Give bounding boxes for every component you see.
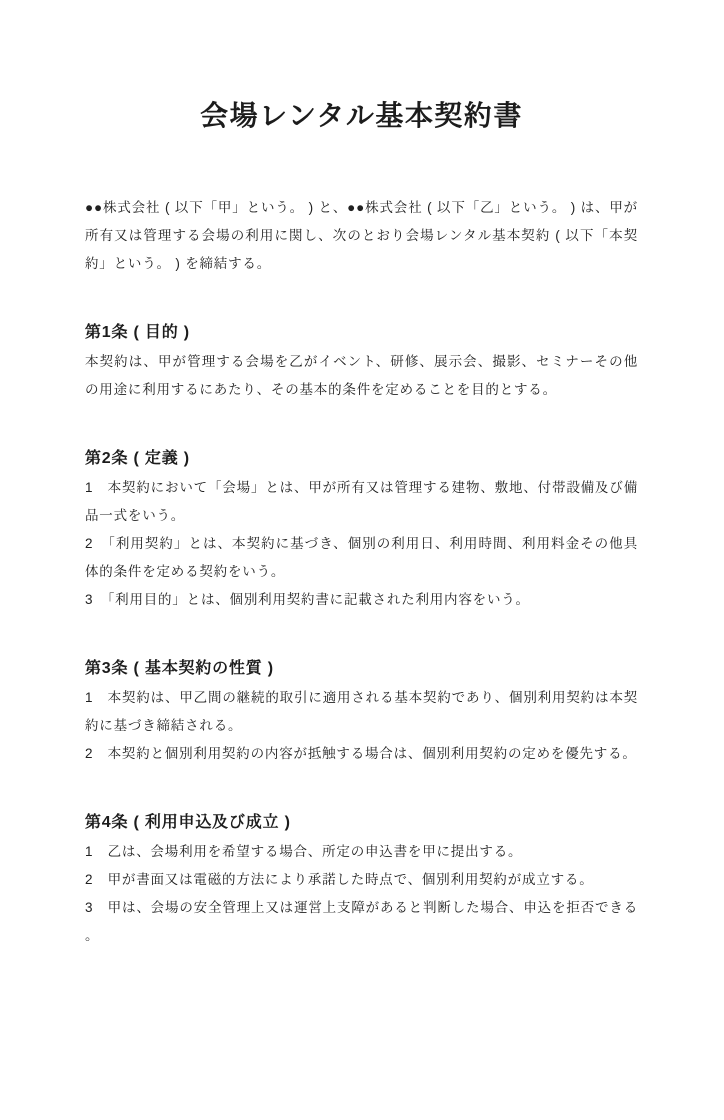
document-title: 会場レンタル基本契約書 — [200, 100, 523, 131]
article-1-paragraph: 本契約は、甲が管理する会場を乙がイベント、研修、展示会、撮影、セミナーその他の用途に利用するにあたり、その基本的条件を定めることを目的とする。 — [85, 354, 638, 397]
article-2-clause-2: 2 「利用契約」とは、本契約に基づき、個別の利用日、利用時間、利用料金その他具体的条件を定める契約をいう。 — [85, 536, 638, 579]
article-2-clause-1: 1 本契約において「会場」とは、甲が所有又は管理する建物、敷地、付帯設備及び備品一式をいう。 — [85, 480, 638, 523]
preamble-paragraph: ●●株式会社 ( 以下「甲」という。 ) と、●●株式会社 ( 以下「乙」という。 ) は、甲が所有又は管理する会場の利用に関し、次のとおり会場レンタル基本契約 ( 以下「本契約」という。 ) を締結する。 — [85, 200, 638, 271]
article-3-clause-2: 2 本契約と個別利用契約の内容が抵触する場合は、個別利用契約の定めを優先する。 — [85, 746, 637, 761]
section-article-2 — [85, 444, 638, 614]
article-4-clause-3: 3 甲は、会場の安全管理上又は運営上支障があると判断した場合、申込を拒否できる。 — [85, 900, 638, 943]
article-4-heading: 第4条 ( 利用申込及び成立 ) — [85, 814, 291, 831]
article-2-heading: 第2条 ( 定義 ) — [85, 450, 190, 467]
section-article-3 — [85, 654, 638, 768]
article-2-clause-3: 3 「利用目的」とは、個別利用契約書に記載された利用内容をいう。 — [85, 592, 530, 607]
article-3-clause-1: 1 本契約は、甲乙間の継続的取引に適用される基本契約であり、個別利用契約は本契約に基づき締結される。 — [85, 690, 638, 733]
article-1-heading: 第1条 ( 目的 ) — [85, 324, 190, 341]
article-4-clause-2: 2 甲が書面又は電磁的方法により承諾した時点で、個別利用契約が成立する。 — [85, 872, 594, 887]
contract-document-page — [0, 96, 724, 1120]
section-article-1 — [85, 318, 638, 404]
article-3-heading: 第3条 ( 基本契約の性質 ) — [85, 660, 274, 677]
section-article-4 — [85, 808, 638, 950]
article-4-clause-1: 1 乙は、会場利用を希望する場合、所定の申込書を甲に提出する。 — [85, 844, 523, 859]
